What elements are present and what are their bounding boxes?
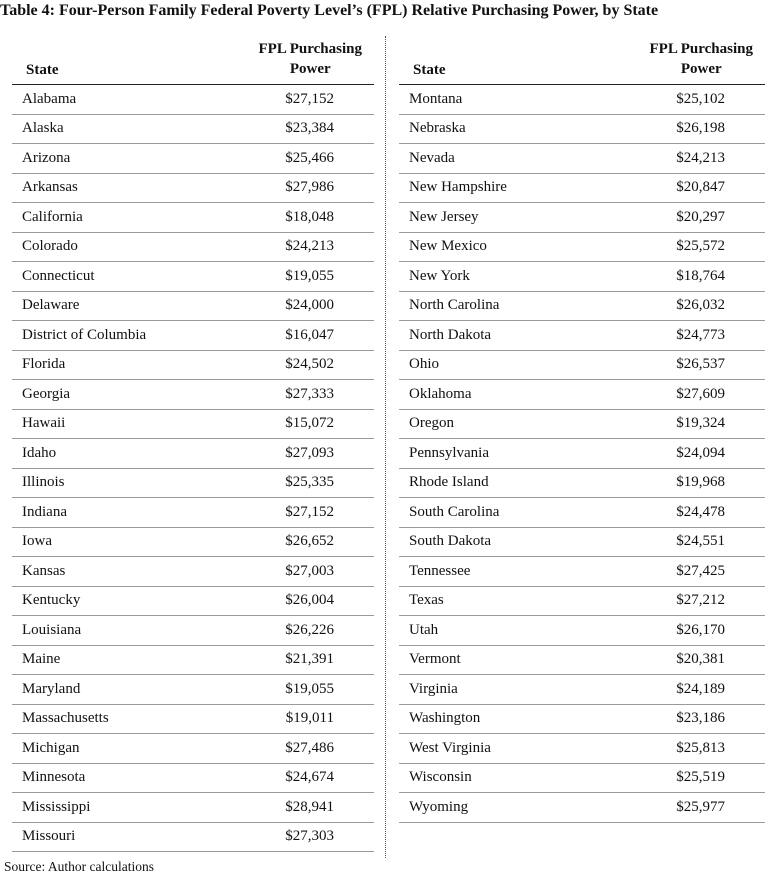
fpl-value: $20,847	[676, 179, 725, 196]
fpl-value: $19,055	[285, 267, 334, 284]
table-row	[399, 85, 765, 115]
fpl-value: $24,674	[285, 769, 334, 786]
fpl-value: $27,212	[676, 592, 725, 609]
fpl-value: $26,198	[676, 120, 725, 137]
fpl-value: $25,813	[676, 739, 725, 756]
state-name: Montana	[409, 90, 463, 107]
fpl-value: $24,000	[285, 297, 334, 314]
column-divider	[385, 36, 386, 858]
state-name: Delaware	[22, 297, 80, 314]
fpl-value: $25,519	[676, 769, 725, 786]
fpl-value: $23,384	[285, 120, 334, 137]
table-row	[12, 734, 374, 764]
state-name: Arkansas	[22, 179, 78, 196]
state-name: North Carolina	[409, 297, 500, 314]
state-name: New Hampshire	[409, 179, 507, 196]
table-row	[399, 351, 765, 381]
state-name: Florida	[22, 356, 66, 373]
state-name: Arizona	[22, 149, 71, 166]
table-row	[12, 498, 374, 528]
table-row	[399, 410, 765, 440]
fpl-value: $27,486	[285, 739, 334, 756]
table-row	[399, 115, 765, 145]
state-name: Utah	[409, 621, 439, 638]
table-row	[399, 764, 765, 794]
fpl-header-line2: Power	[680, 61, 722, 77]
state-name: Maine	[22, 651, 61, 668]
table-row	[399, 646, 765, 676]
table-row	[12, 351, 374, 381]
table-row	[12, 675, 374, 705]
fpl-value: $25,102	[676, 90, 725, 107]
state-name: Michigan	[22, 739, 80, 756]
fpl-value: $27,333	[285, 385, 334, 402]
state-name: Idaho	[22, 444, 57, 461]
fpl-column-header	[650, 39, 754, 79]
table-row	[399, 144, 765, 174]
state-name: Virginia	[409, 680, 458, 697]
state-name: Alabama	[22, 90, 77, 107]
table-row	[12, 85, 374, 115]
state-name: Alaska	[22, 120, 64, 137]
right-table	[399, 34, 765, 823]
fpl-value: $27,425	[676, 562, 725, 579]
state-name: Louisiana	[22, 621, 82, 638]
table-row	[12, 764, 374, 794]
left-table-body	[12, 85, 374, 852]
table-row	[399, 705, 765, 735]
state-name: Hawaii	[22, 415, 66, 432]
state-name: Ohio	[409, 356, 439, 373]
table-row	[399, 793, 765, 823]
fpl-value: $20,297	[676, 208, 725, 225]
fpl-column-header	[259, 39, 363, 79]
table-row	[399, 734, 765, 764]
fpl-value: $18,048	[285, 208, 334, 225]
state-name: Connecticut	[22, 267, 95, 284]
fpl-value: $24,478	[676, 503, 725, 520]
fpl-value: $16,047	[285, 326, 334, 343]
fpl-value: $18,764	[676, 267, 725, 284]
right-table-body	[399, 85, 765, 823]
state-name: Mississippi	[22, 798, 91, 815]
fpl-value: $24,773	[676, 326, 725, 343]
fpl-header-line1: FPL Purchasing	[649, 41, 753, 57]
table-row	[399, 321, 765, 351]
state-name: Wisconsin	[409, 769, 472, 786]
fpl-value: $27,093	[285, 444, 334, 461]
state-name: New Mexico	[409, 238, 487, 255]
table-row	[399, 557, 765, 587]
state-column-header: State	[26, 62, 59, 78]
state-name: Kansas	[22, 562, 66, 579]
table-row	[399, 675, 765, 705]
fpl-value: $25,466	[285, 149, 334, 166]
table-row	[12, 705, 374, 735]
fpl-value: $19,011	[285, 710, 334, 727]
state-name: South Carolina	[409, 503, 500, 520]
source-note: Source: Author calculations	[4, 859, 154, 874]
state-name: Oklahoma	[409, 385, 472, 402]
state-name: Washington	[409, 710, 481, 727]
fpl-value: $21,391	[285, 651, 334, 668]
state-name: Oregon	[409, 415, 454, 432]
fpl-value: $26,652	[285, 533, 334, 550]
table-row	[399, 174, 765, 204]
table-row	[12, 793, 374, 823]
table-row	[12, 144, 374, 174]
left-table-header	[12, 34, 374, 85]
state-name: South Dakota	[409, 533, 492, 550]
table-row	[12, 587, 374, 617]
state-name: Nebraska	[409, 120, 466, 137]
left-table	[12, 34, 374, 852]
state-name: Texas	[409, 592, 444, 609]
state-name: Massachusetts	[22, 710, 109, 727]
table-row	[399, 380, 765, 410]
fpl-value: $26,032	[676, 297, 725, 314]
table-row	[399, 292, 765, 322]
table-row	[399, 233, 765, 263]
state-name: District of Columbia	[22, 326, 147, 343]
fpl-value: $24,551	[676, 533, 725, 550]
fpl-value: $27,609	[676, 385, 725, 402]
fpl-value: $15,072	[285, 415, 334, 432]
state-name: Illinois	[22, 474, 65, 491]
fpl-value: $27,152	[285, 503, 334, 520]
table-row	[399, 587, 765, 617]
fpl-value: $19,968	[676, 474, 725, 491]
state-name: West Virginia	[409, 739, 491, 756]
state-name: North Dakota	[409, 326, 492, 343]
table-row	[12, 646, 374, 676]
state-name: Pennsylvania	[409, 444, 489, 461]
state-name: Maryland	[22, 680, 81, 697]
table-row	[12, 233, 374, 263]
fpl-value: $25,977	[676, 798, 725, 815]
state-name: New Jersey	[409, 208, 479, 225]
table-row	[12, 262, 374, 292]
fpl-value: $24,213	[285, 238, 334, 255]
right-table-header	[399, 34, 765, 85]
state-name: Missouri	[22, 828, 76, 845]
state-name: New York	[409, 267, 470, 284]
state-name: Vermont	[409, 651, 461, 668]
table-row	[12, 203, 374, 233]
table-row	[12, 174, 374, 204]
table-row	[12, 115, 374, 145]
fpl-value: $24,502	[285, 356, 334, 373]
fpl-value: $27,003	[285, 562, 334, 579]
table-row	[12, 616, 374, 646]
fpl-value: $27,303	[285, 828, 334, 845]
table-row	[399, 203, 765, 233]
table-row	[399, 262, 765, 292]
state-name: Wyoming	[409, 798, 469, 815]
state-name: Rhode Island	[409, 474, 489, 491]
state-name: Iowa	[22, 533, 52, 550]
fpl-value: $24,213	[676, 149, 725, 166]
table-row	[12, 410, 374, 440]
fpl-value: $28,941	[285, 798, 334, 815]
state-name: Georgia	[22, 385, 71, 402]
fpl-value: $23,186	[676, 710, 725, 727]
fpl-value: $20,381	[676, 651, 725, 668]
fpl-value: $27,152	[285, 90, 334, 107]
fpl-value: $25,335	[285, 474, 334, 491]
state-name: Nevada	[409, 149, 455, 166]
table-row	[12, 292, 374, 322]
table-title: Table 4: Four-Person Family Federal Poverty Level’s (FPL) Relative Purchasing Power, by State	[0, 2, 659, 19]
fpl-value: $25,572	[676, 238, 725, 255]
state-name: California	[22, 208, 83, 225]
state-name: Colorado	[22, 238, 78, 255]
table-row	[12, 528, 374, 558]
fpl-value: $26,537	[676, 356, 725, 373]
table-row	[12, 321, 374, 351]
state-name: Kentucky	[22, 592, 81, 609]
fpl-value: $27,986	[285, 179, 334, 196]
table-row	[12, 823, 374, 853]
state-name: Indiana	[22, 503, 67, 520]
state-name: Minnesota	[22, 769, 86, 786]
fpl-value: $19,055	[285, 680, 334, 697]
table-row	[12, 557, 374, 587]
fpl-value: $26,226	[285, 621, 334, 638]
table-row	[399, 498, 765, 528]
table-row	[12, 380, 374, 410]
table-row	[399, 439, 765, 469]
state-name: Tennessee	[409, 562, 471, 579]
table-row	[399, 469, 765, 499]
table-row	[399, 528, 765, 558]
table-row	[399, 616, 765, 646]
fpl-value: $26,170	[676, 621, 725, 638]
fpl-header-line2: Power	[289, 61, 331, 77]
table-row	[12, 469, 374, 499]
fpl-value: $24,189	[676, 680, 725, 697]
fpl-value: $26,004	[285, 592, 334, 609]
state-column-header: State	[413, 62, 446, 78]
fpl-value: $24,094	[676, 444, 725, 461]
fpl-value: $19,324	[676, 415, 725, 432]
fpl-header-line1: FPL Purchasing	[258, 41, 362, 57]
table-row	[12, 439, 374, 469]
